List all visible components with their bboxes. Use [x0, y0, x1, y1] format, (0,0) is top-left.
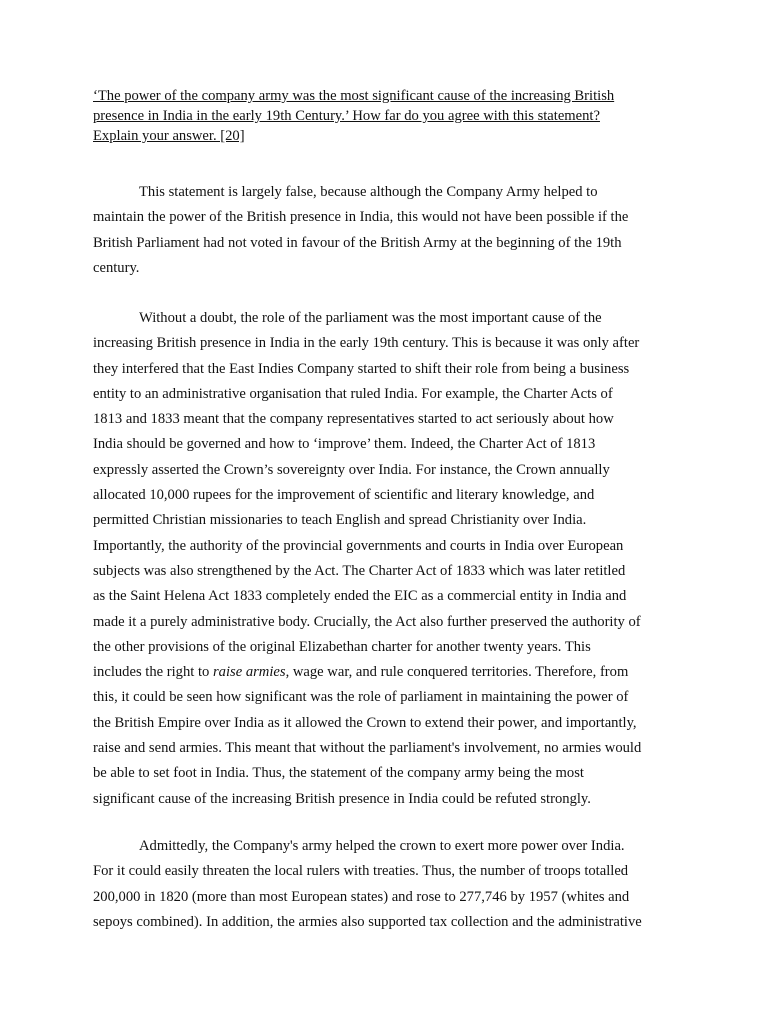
paragraph-line: Without a doubt, the role of the parliament was the most important cause of the: [139, 310, 602, 326]
paragraph-line: Importantly, the authority of the provincial governments and courts in India over European: [93, 537, 624, 554]
paragraph-line: Admittedly, the Company's army helped the crown to exert more power over India.: [139, 838, 625, 854]
paragraph-line: be able to set foot in India. Thus, the statement of the company army being the most: [93, 765, 584, 782]
paragraph-line: India should be governed and how to ‘improve’ them. Indeed, the Charter Act of 1813: [93, 436, 596, 453]
paragraph-2: [93, 306, 678, 812]
paragraph-line: entity to an administrative organisation that ruled India. For example, the Charter Acts of: [93, 385, 613, 402]
paragraph-line: allocated 10,000 rupees for the improvement of scientific and literary knowledge, and: [93, 487, 595, 504]
paragraph-line: significant cause of the increasing British presence in India could be refuted strongly.: [93, 790, 591, 807]
question-heading: [93, 86, 678, 146]
paragraph-line: 1813 and 1833 meant that the company representatives started to act seriously about how: [93, 411, 614, 428]
paragraph-line: made it a purely administrative body. Crucially, the Act also further preserved the authority of: [93, 613, 641, 630]
paragraph-line: sepoys combined). In addition, the armies also supported tax collection and the administrative: [93, 913, 642, 930]
paragraph-line: maintain the power of the British presence in India, this would not have been possible if the: [93, 209, 629, 226]
paragraph-line: For it could easily threaten the local rulers with treaties. Thus, the number of troops totalled: [93, 863, 629, 880]
paragraph-line: increasing British presence in India in the early 19th century. This is because it was only after: [93, 335, 640, 352]
paragraph-line: 200,000 in 1820 (more than most European states) and rose to 277,746 by 1957 (whites and: [93, 888, 630, 905]
paragraph-line: This statement is largely false, because although the Company Army helped to: [139, 184, 598, 200]
paragraph-3: [93, 834, 678, 935]
text-run: , wage war, and rule conquered territories. Therefore, from: [285, 664, 629, 681]
italic-phrase: raise armies: [212, 664, 286, 681]
question-line: Explain your answer. [20]: [93, 128, 245, 144]
paragraph-line: raise and send armies. This meant that without the parliament's involvement, no armies would: [93, 740, 642, 757]
question-line: presence in India in the early 19th Century.’ How far do you agree with this statement?: [93, 108, 600, 124]
paragraph-line: subjects was also strengthened by the Act. The Charter Act of 1833 which was later retitled: [93, 562, 626, 579]
paragraph-line: expressly asserted the Crown’s sovereignty over India. For instance, the Crown annually: [93, 461, 610, 478]
paragraph-line-italic: [93, 660, 678, 685]
paragraph-line: this, it could be seen how significant was the role of parliament in maintaining the power of: [93, 689, 629, 706]
text-run: includes the right to: [93, 664, 213, 681]
paragraph-line: as the Saint Helena Act 1833 completely ended the EIC as a commercial entity in India and: [93, 588, 627, 605]
paragraph-1: [93, 180, 678, 281]
paragraph-line: the other provisions of the original Elizabethan charter for another twenty years. This: [93, 638, 591, 655]
paragraph-line: they interfered that the East Indies Company started to shift their role from being a business: [93, 360, 630, 377]
paragraph-line: British Parliament had not voted in favour of the British Army at the beginning of the 19th: [93, 234, 622, 251]
paragraph-line: century.: [93, 259, 140, 276]
paragraph-line: permitted Christian missionaries to teach English and spread Christianity over India.: [93, 512, 587, 529]
paragraph-line: the British Empire over India as it allowed the Crown to extend their power, and importantly,: [93, 714, 637, 731]
essay-question: [93, 86, 678, 146]
question-line: ‘The power of the company army was the most significant cause of the increasing British: [93, 88, 615, 104]
